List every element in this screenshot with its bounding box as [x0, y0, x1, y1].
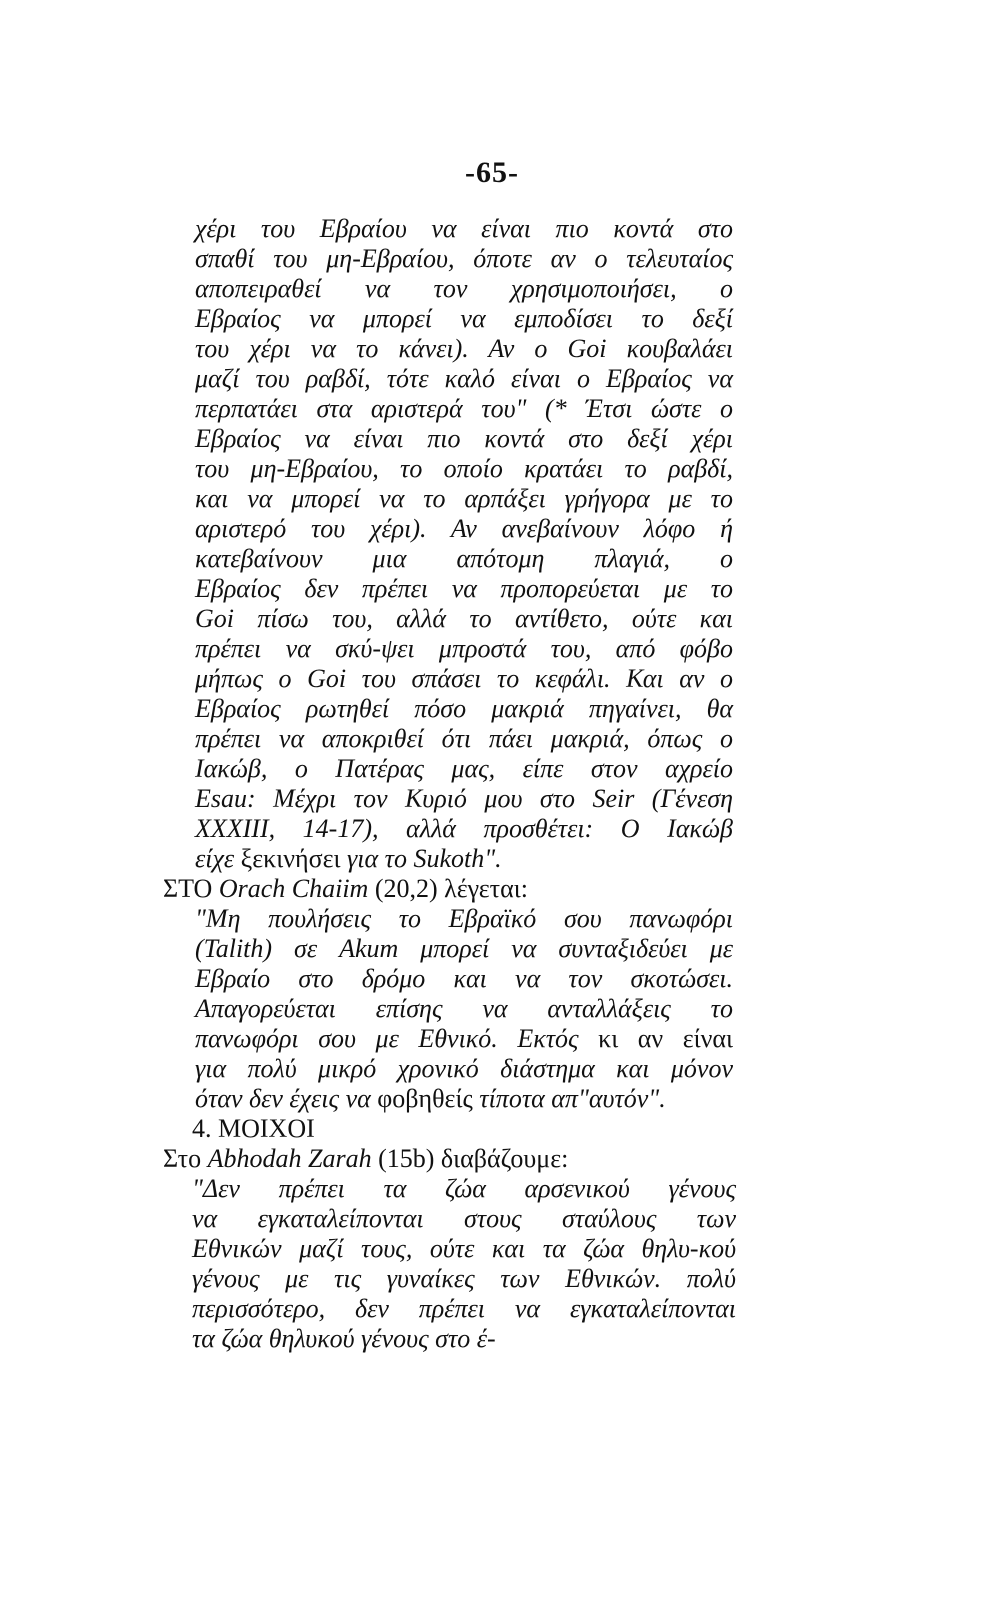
text-line: μαζί του ραβδί, τότε καλό είναι ο Εβραίος να: [195, 364, 733, 393]
text-segment: είχε: [195, 844, 241, 873]
text-line: "Μη πουλήσεις το Εβραϊκό σου πανωφόρι: [195, 904, 733, 933]
text-line: Εθνικών μαζί τους, ούτε και τα ζώα θηλυ-κού: [192, 1234, 736, 1263]
text-line: Εβραίος να είναι πιο κοντά στο δεξί χέρι: [195, 424, 733, 453]
text-segment: Orach Chaiim: [218, 874, 369, 903]
text-line: περισσότερο, δεν πρέπει να εγκαταλείπονται: [192, 1294, 736, 1323]
text-line: Εβραίος ρωτηθεί πόσο μακριά πηγαίνει, θα: [195, 694, 733, 723]
text-segment: όταν δεν έχεις να: [195, 1084, 378, 1113]
abhodah-zarah-intro: [163, 1144, 568, 1174]
text-line: Εβραίος να μπορεί να εμποδίσει το δεξί: [195, 304, 733, 333]
text-line: Esau: Μέχρι τον Κυριό μου στο Seir (Γένεση: [195, 784, 733, 813]
text-line: μήπως ο Goi του σπάσει το κεφάλι. Και αν ο: [195, 664, 733, 693]
text-line: [195, 1024, 733, 1054]
page-number: -65-: [465, 156, 519, 189]
text-line: Απαγορεύεται επίσης να ανταλλάξεις το: [195, 994, 733, 1023]
text-line: XXXIII, 14-17), αλλά προσθέτει: Ο Ιακώβ: [195, 814, 733, 843]
text-line: περπατάει στα αριστερά του" (* Έτσι ώστε ο: [195, 394, 733, 423]
text-segment: φοβηθείς: [377, 1084, 473, 1113]
text-segment: (15b) διαβάζουμε:: [371, 1144, 569, 1173]
text-line: αριστερό του χέρι). Αν ανεβαίνουν λόφο ή: [195, 514, 733, 543]
text-line: για πολύ μικρό χρονικό διάστημα και μόνον: [195, 1054, 733, 1083]
text-line: τα ζώα θηλυκού γένους στο έ-: [192, 1324, 496, 1353]
orach-chaiim-intro: [163, 874, 528, 904]
text-line: γένους με τις γυναίκες των Εθνικών. πολύ: [192, 1264, 736, 1293]
text-segment: κι αν είναι: [598, 1024, 734, 1053]
text-segment: πανωφόρι σου με Εθνικό. Εκτός: [195, 1024, 599, 1053]
text-line: σπαθί του μη-Εβραίου, όποτε αν ο τελευταίος: [195, 244, 733, 273]
text-segment: ΣΤΟ: [163, 874, 219, 903]
section-heading: 4. ΜΟΙΧΟΙ: [192, 1114, 315, 1143]
text-line: να εγκαταλείπονται στους σταύλους των: [192, 1204, 736, 1233]
text-line: του χέρι να το κάνει). Αν ο Goi κουβαλάει: [195, 334, 733, 363]
text-segment: Abhodah Zarah: [207, 1144, 372, 1173]
text-segment: τίποτα απ"αυτόν".: [472, 1084, 666, 1113]
text-line: [195, 844, 733, 874]
text-line: Εβραίο στο δρόμο και να τον σκοτώσει.: [195, 964, 733, 993]
text-line: και να μπορεί να το αρπάξει γρήγορα με το: [195, 484, 733, 513]
text-segment: για το Sukoth".: [340, 844, 502, 873]
text-line: πρέπει να αποκριθεί ότι πάει μακριά, όπως ο: [195, 724, 733, 753]
text-segment: Στο: [163, 1144, 208, 1173]
text-line: "Δεν πρέπει τα ζώα αρσενικού γένους: [192, 1174, 736, 1203]
text-line: του μη-Εβραίου, το οποίο κρατάει το ραβδί,: [195, 454, 733, 483]
text-line: Ιακώβ, ο Πατέρας μας, είπε στον αχρείο: [195, 754, 733, 783]
text-line: χέρι του Εβραίου να είναι πιο κοντά στο: [195, 214, 733, 243]
text-segment: ξεκινήσει: [240, 844, 341, 873]
text-line: [195, 1084, 733, 1114]
text-line: (Talith) σε Akum μπορεί να συνταξιδεύει με: [195, 934, 733, 963]
text-line: κατεβαίνουν μια απότομη πλαγιά, ο: [195, 544, 733, 573]
text-line: Εβραίος δεν πρέπει να προπορεύεται με το: [195, 574, 733, 603]
text-segment: (20,2) λέγεται:: [368, 874, 528, 903]
text-line: Goi πίσω του, αλλά το αντίθετο, ούτε και: [195, 604, 733, 633]
text-line: αποπειραθεί να τον χρησιμοποιήσει, ο: [195, 274, 733, 303]
text-line: πρέπει να σκύ-ψει μπροστά του, από φόβο: [195, 634, 733, 663]
